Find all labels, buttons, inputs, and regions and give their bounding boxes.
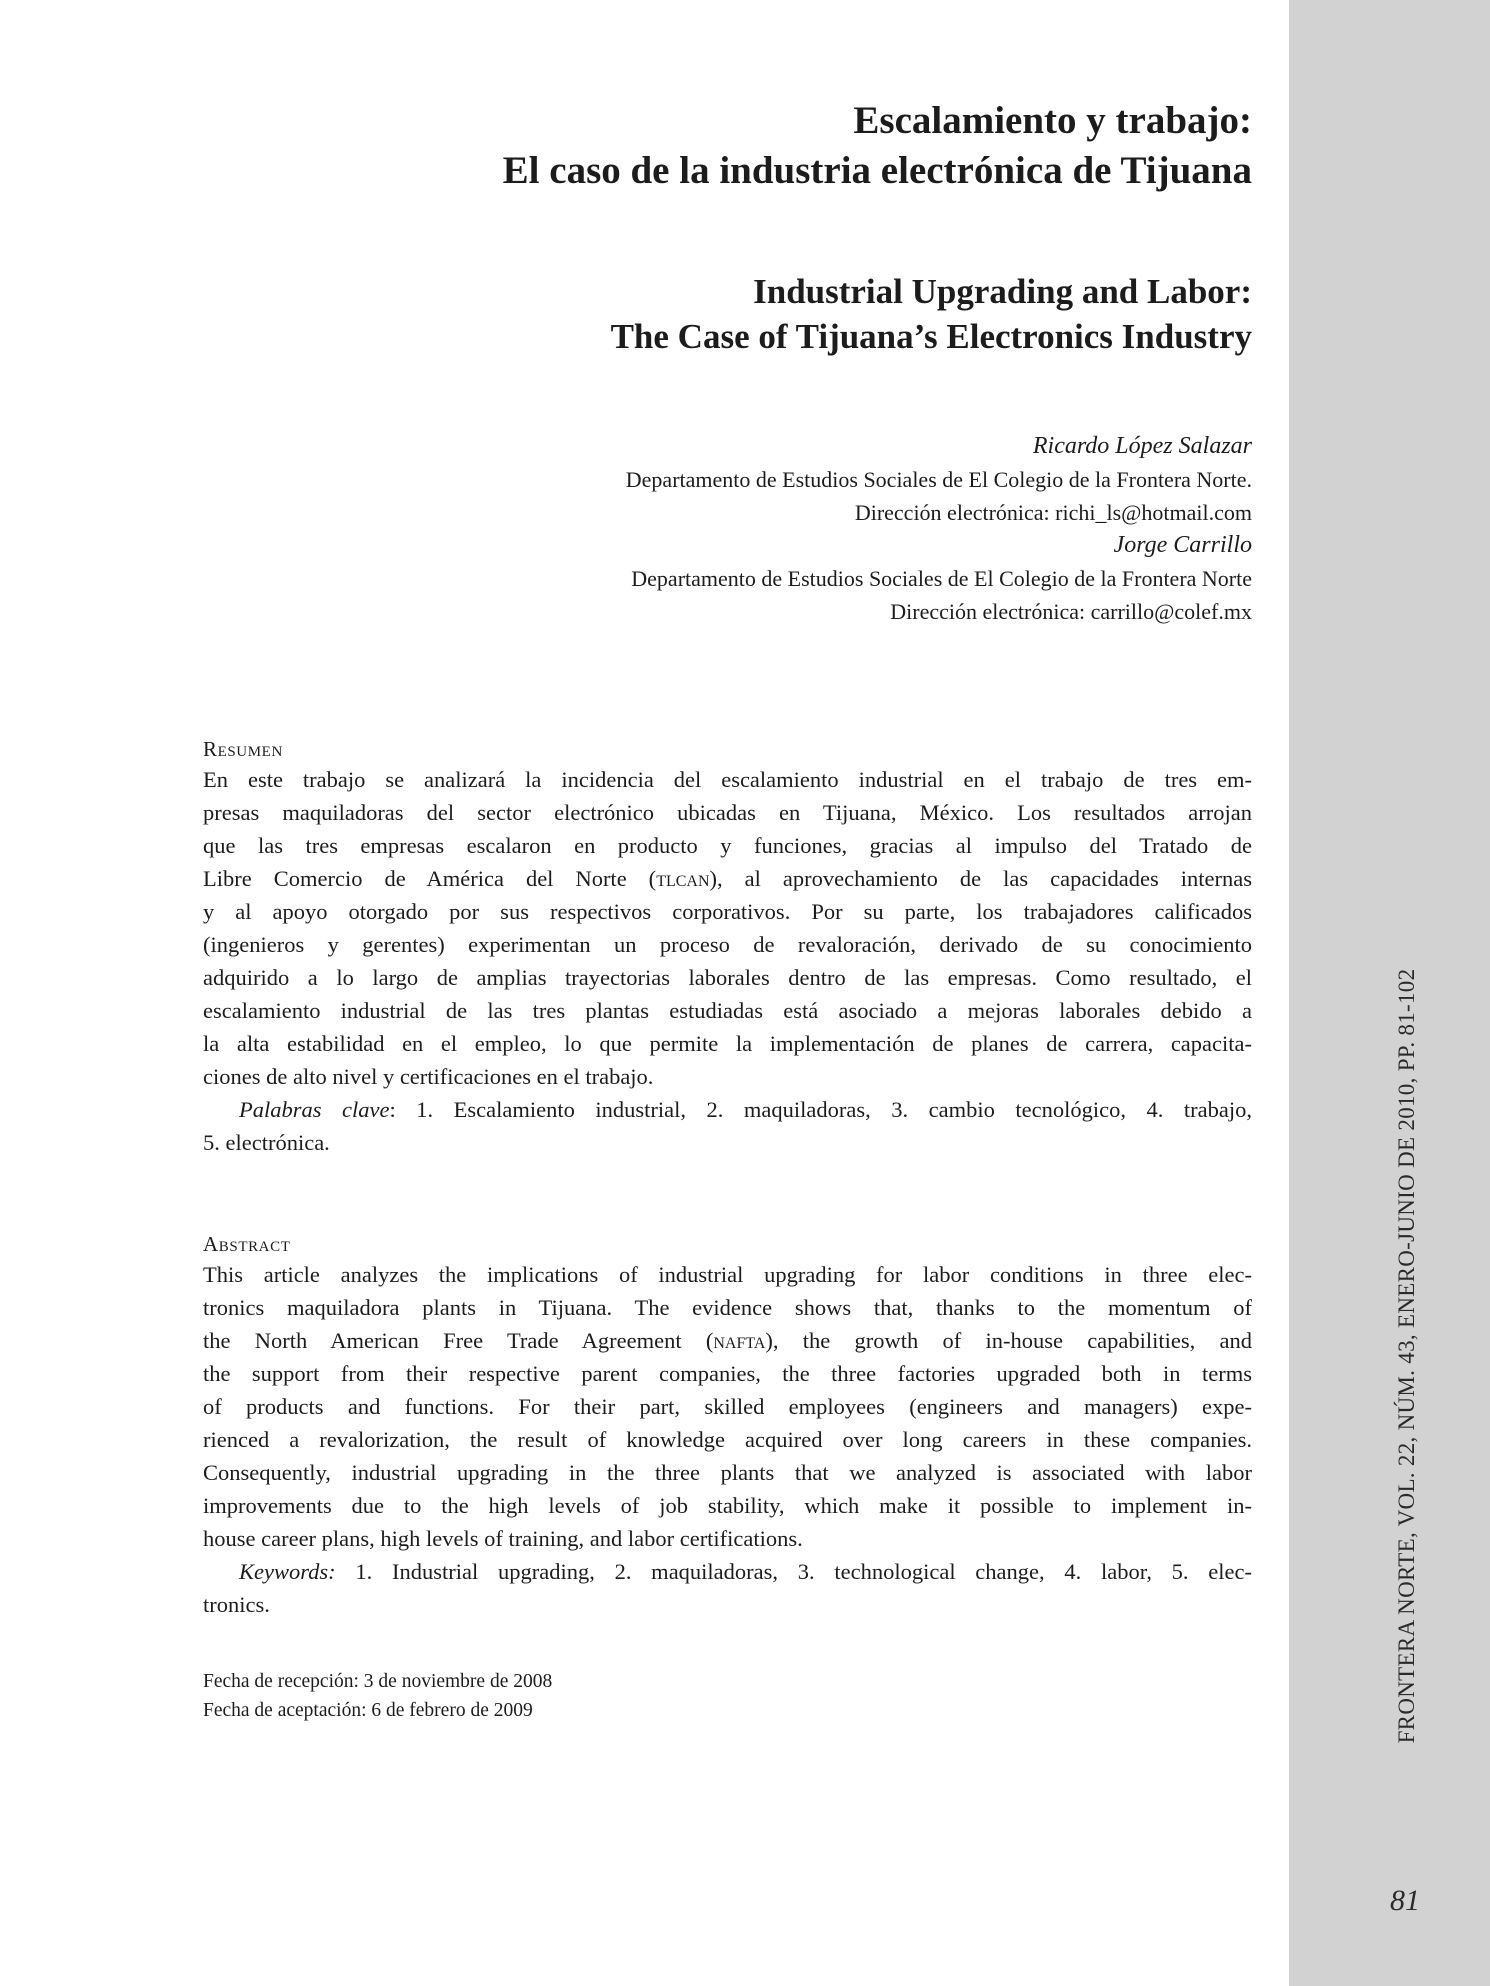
abstract-line-part: the North American Free Trade Agreement ( <box>203 1328 714 1353</box>
sidebar-band <box>1289 0 1490 1986</box>
resumen-line-part: ), al aprovechamiento de las capacidades internas <box>709 866 1253 891</box>
abstract-section <box>203 1230 1252 1621</box>
palabras-clave-text: : 1. Escalamiento industrial, 2. maquiladoras, 3. cambio tecnológico, 4. trabajo, <box>389 1097 1253 1122</box>
dates-block <box>203 1667 552 1725</box>
resumen-line: la alta estabilidad en el empleo, lo que permite la implementación de planes de carrera, capacita- <box>203 1031 1252 1056</box>
title-spanish-line-1: Escalamiento y trabajo: <box>853 99 1252 142</box>
tlcan-acronym: tlcan <box>656 866 710 891</box>
resumen-line: adquirido a lo largo de amplias trayectorias laborales dentro de las empresas. Como resultado, el <box>203 965 1252 990</box>
resumen-line: ciones de alto nivel y certificaciones en el trabajo. <box>203 1064 654 1089</box>
abstract-line: rienced a revalorization, the result of knowledge acquired over long careers in these companies. <box>203 1427 1252 1452</box>
keywords-line: tronics. <box>203 1592 270 1617</box>
palabras-clave-label: Palabras clave <box>239 1097 390 1122</box>
resumen-line-part: Libre Comercio de América del Norte ( <box>203 866 657 891</box>
page-number: 81 <box>1390 1884 1420 1917</box>
abstract-line: the support from their respective parent companies, the three factories upgraded both in terms <box>203 1361 1252 1386</box>
resumen-line: presas maquiladoras del sector electrónico ubicadas en Tijuana, México. Los resultados arrojan <box>203 800 1252 825</box>
resumen-line: En este trabajo se analizará la incidencia del escalamiento industrial en el trabajo de tres em- <box>203 767 1252 792</box>
author-email: Dirección electrónica: carrillo@colef.mx <box>890 599 1252 624</box>
abstract-heading: Abstract <box>203 1232 291 1256</box>
title-english <box>611 269 1252 359</box>
resumen-line: escalamiento industrial de las tres plantas estudiadas está asociado a mejoras laborales debido a <box>203 998 1252 1023</box>
author-name: Jorge Carrillo <box>1113 532 1252 558</box>
abstract-line: of products and functions. For their part, skilled employees (engineers and managers) expe- <box>203 1394 1252 1419</box>
date-received: Fecha de recepción: 3 de noviembre de 2008 <box>203 1671 553 1692</box>
abstract-line <box>203 1324 1252 1357</box>
author-affiliation: Departamento de Estudios Sociales de El Colegio de la Frontera Norte. <box>625 467 1252 492</box>
resumen-line: que las tres empresas escalaron en producto y funciones, gracias al impulso del Tratado de <box>203 833 1252 858</box>
author-email: Dirección electrónica: richi_ls@hotmail.com <box>854 500 1252 525</box>
keywords-text: 1. Industrial upgrading, 2. maquiladoras, 3. technological change, 4. labor, 5. elec- <box>335 1559 1252 1584</box>
abstract-line: house career plans, high levels of training, and labor certifications. <box>203 1526 803 1551</box>
journal-citation: FRONTERA NORTE, VOL. 22, NÚM. 43, ENERO-JUNIO DE 2010, PP. 81-102 <box>1394 968 1419 1744</box>
keywords-line <box>203 1555 1252 1588</box>
title-spanish <box>503 96 1252 196</box>
abstract-line: Consequently, industrial upgrading in the three plants that we analyzed is associated with labor <box>203 1460 1252 1485</box>
palabras-clave-line: 5. electrónica. <box>203 1130 330 1155</box>
resumen-heading: Resumen <box>203 737 283 761</box>
title-english-line-2: The Case of Tijuana’s Electronics Industry <box>610 317 1252 356</box>
author-affiliation: Departamento de Estudios Sociales de El Colegio de la Frontera Norte <box>631 566 1252 591</box>
resumen-line <box>203 862 1252 895</box>
abstract-line: improvements due to the high levels of job stability, which make it possible to implement in- <box>203 1493 1252 1518</box>
title-spanish-line-2: El caso de la industria electrónica de Tijuana <box>502 149 1252 192</box>
palabras-clave-line <box>203 1093 1252 1126</box>
title-english-line-1: Industrial Upgrading and Labor: <box>753 272 1252 311</box>
abstract-line: This article analyzes the implications of industrial upgrading for labor conditions in three elec- <box>203 1262 1252 1287</box>
resumen-line: y al apoyo otorgado por sus respectivos corporativos. Por su parte, los trabajadores calificados <box>203 899 1252 924</box>
abstract-line-part: ), the growth of in-house capabilities, and <box>765 1328 1252 1353</box>
abstract-line: tronics maquiladora plants in Tijuana. The evidence shows that, thanks to the momentum of <box>203 1295 1252 1320</box>
resumen-section <box>203 735 1252 1159</box>
date-accepted: Fecha de aceptación: 6 de febrero de 2009 <box>203 1700 533 1721</box>
author-block <box>626 430 1252 628</box>
author-name: Ricardo López Salazar <box>1032 433 1252 459</box>
resumen-line: (ingenieros y gerentes) experimentan un proceso de revaloración, derivado de su conocimiento <box>203 932 1252 957</box>
keywords-label: Keywords: <box>239 1559 336 1584</box>
nafta-acronym: nafta <box>713 1328 766 1353</box>
